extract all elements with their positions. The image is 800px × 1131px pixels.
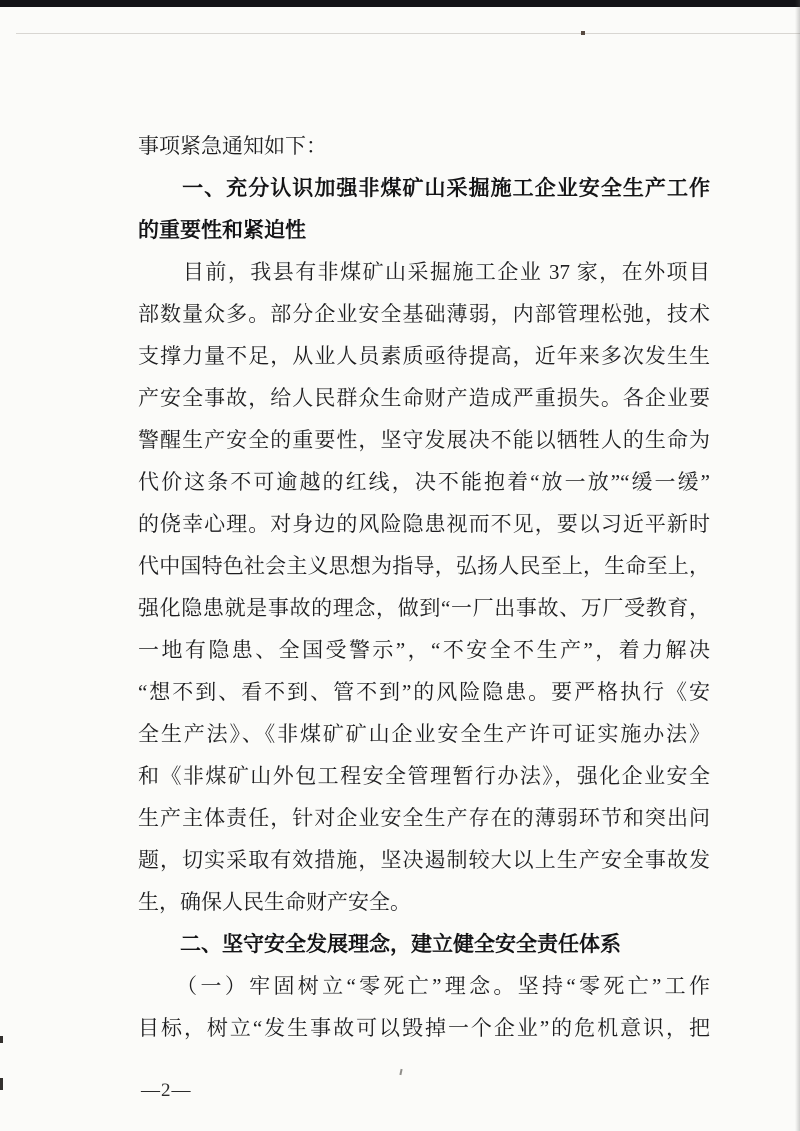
- text-line: 产安全事故，给人民群众生命财产造成严重损失。各企业要: [138, 386, 710, 410]
- text-line: 部数量众多。部分企业安全基础薄弱，内部管理松弛，技术: [138, 302, 710, 326]
- text-line: 和《非煤矿山外包工程安全管理暂行办法》，强化企业安全: [138, 764, 710, 788]
- text-line: 二、坚守安全发展理念，建立健全安全责任体系: [138, 932, 621, 956]
- scan-speck-artifact: [399, 1069, 402, 1075]
- text-line: 的重要性和紧迫性: [138, 218, 306, 242]
- text-line: 生产主体责任，针对企业安全生产存在的薄弱环节和突出问: [138, 806, 710, 830]
- text-line: 一、充分认识加强非煤矿山采掘施工企业安全生产工作: [138, 176, 710, 200]
- text-line: 警醒生产安全的重要性，坚守发展决不能以牺牲人的生命为: [138, 428, 710, 452]
- text-line: 生，确保人民生命财产安全。: [138, 890, 411, 914]
- text-line: 强化隐患就是事故的理念，做到“一厂出事故、万厂受教育，: [138, 596, 710, 620]
- text-line: 目标，树立“发生事故可以毁掉一个企业”的危机意识，把: [138, 1016, 710, 1040]
- scan-right-edge-artifact: [795, 0, 800, 1131]
- scan-top-edge-artifact: [0, 0, 800, 7]
- text-line: 支撑力量不足，从业人员素质亟待提高，近年来多次发生生: [138, 344, 710, 368]
- scan-left-edge-mark: [0, 1078, 3, 1090]
- page-number: —2—: [141, 1080, 192, 1101]
- text-line: 题，切实采取有效措施，坚决遏制较大以上生产安全事故发: [138, 848, 710, 872]
- text-line: 全生产法》、《非煤矿矿山企业安全生产许可证实施办法》: [138, 722, 710, 746]
- text-line: 代价这条不可逾越的红线，决不能抱着“放一放”“缓一缓”: [138, 470, 710, 494]
- text-line: 一地有隐患、全国受警示”，“不安全不生产”，着力解决: [138, 638, 710, 662]
- document-lines: [138, 125, 710, 1049]
- text-line: 的侥幸心理。对身边的风险隐患视而不见，要以习近平新时: [138, 512, 710, 536]
- scan-speck-artifact: [581, 31, 585, 35]
- text-line: 代中国特色社会主义思想为指导，弘扬人民至上，生命至上，: [138, 554, 710, 578]
- scan-hairline-artifact: [16, 33, 800, 34]
- text-line: 目前，我县有非煤矿山采掘施工企业 37 家，在外项目: [138, 260, 710, 284]
- text-line: 事项紧急通知如下：: [138, 134, 327, 158]
- text-line: （一）牢固树立“零死亡”理念。坚持“零死亡”工作: [138, 974, 710, 998]
- text-line: “想不到、看不到、管不到”的风险隐患。要严格执行《安: [138, 680, 710, 704]
- scan-left-edge-mark: [0, 1036, 3, 1043]
